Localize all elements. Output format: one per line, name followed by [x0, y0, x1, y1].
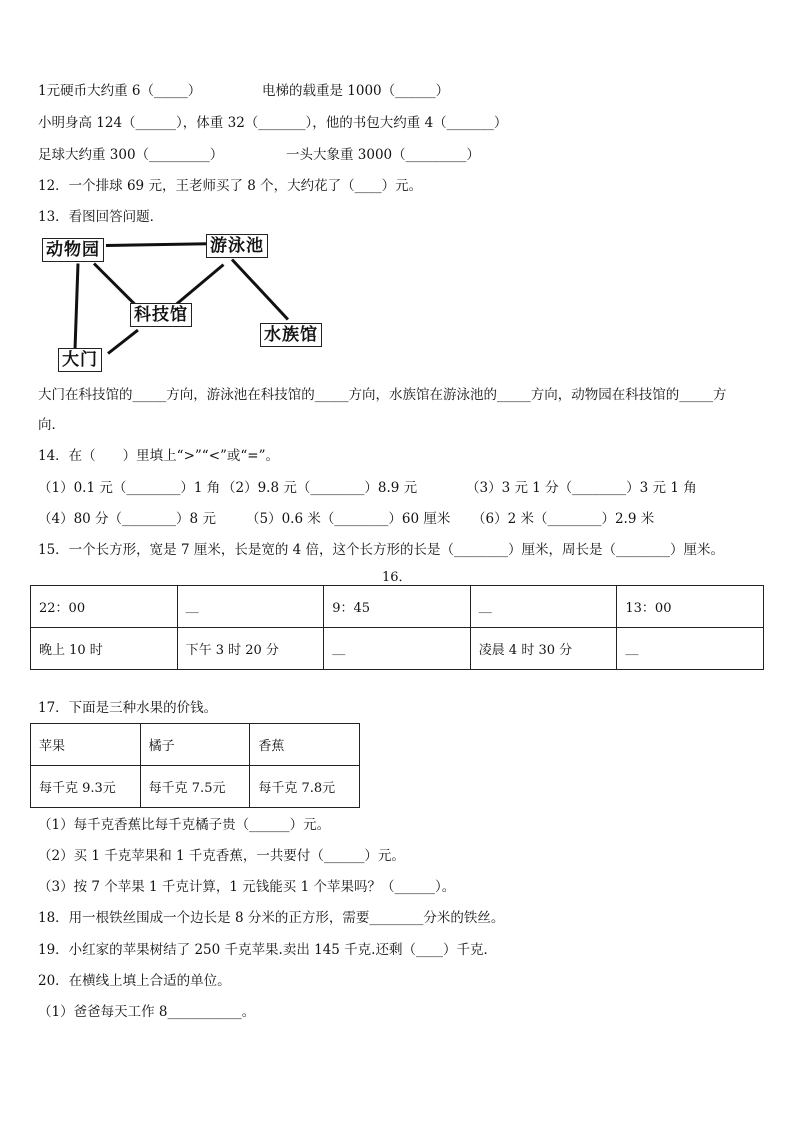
- table-cell: 22：00: [31, 586, 178, 628]
- question-15: 15．一个长方形，宽是 7 厘米，长是宽的 4 倍，这个长方形的长是（________）厘米，周长是（________）厘米。: [38, 542, 725, 558]
- table-row: [31, 586, 764, 628]
- question-14-4: （4）80 分（________）8 元: [38, 511, 216, 527]
- question-14-5: （5）0.6 米（________）60 厘米: [246, 511, 451, 527]
- question-14: 14．在（ ）里填上“>”“<”或“=”。: [38, 448, 280, 464]
- table-cell: 9：45: [324, 586, 471, 628]
- edge-zoo-science: [93, 262, 138, 307]
- node-aquarium: 水族馆: [260, 323, 322, 347]
- time-table: [30, 585, 764, 670]
- node-science: 科技馆: [130, 303, 192, 327]
- table-row: [31, 628, 764, 670]
- question-elephant-weight: 一头大象重 3000（_________）: [286, 147, 480, 163]
- node-pool: 游泳池: [206, 234, 268, 258]
- edge-science-pool: [175, 263, 224, 305]
- question-14-1: （1）0.1 元（________）1 角: [38, 480, 221, 496]
- question-12: 12．一个排球 69 元，王老师买了 8 个，大约花了（____）元。: [38, 178, 423, 194]
- edge-pool-aquarium: [231, 258, 289, 320]
- question-coin-weight: 1元硬币大约重 6（_____）: [38, 83, 202, 99]
- question-16-label: 16．: [382, 570, 412, 585]
- question-14-2: （2）9.8 元（________）8.9 元: [222, 480, 418, 496]
- question-14-3: （3）3 元 1 分（________）3 元 1 角: [466, 480, 697, 496]
- table-header-banana: 香蕉: [250, 724, 360, 766]
- question-13-text: 大门在科技馆的_____方向，游泳池在科技馆的_____方向，水族馆在游泳池的_____方向，动物园在科技馆的_____方: [38, 387, 727, 403]
- table-cell: 下午 3 时 20 分: [177, 628, 324, 670]
- question-20: 20．在横线上填上合适的单位。: [38, 973, 231, 989]
- node-gate: 大门: [58, 348, 102, 372]
- price-apple: 每千克 9.3元: [31, 766, 141, 808]
- table-header-orange: 橘子: [140, 724, 250, 766]
- table-cell: __: [177, 586, 324, 628]
- table-cell: 晚上 10 时: [31, 628, 178, 670]
- question-17-2: （2）买 1 千克苹果和 1 千克香蕉，一共要付（______）元。: [38, 848, 405, 864]
- table-cell: __: [617, 628, 764, 670]
- edge-zoo-gate: [73, 263, 79, 353]
- question-xiaoming: 小明身高 124（______），体重 32（_______），他的书包大约重 4（_______）: [38, 115, 508, 131]
- question-elevator-load: 电梯的载重是 1000（______）: [262, 83, 450, 99]
- table-row: [31, 724, 360, 766]
- table-cell: __: [470, 586, 617, 628]
- table-cell: 凌晨 4 时 30 分: [470, 628, 617, 670]
- question-18: 18．用一根铁丝围成一个边长是 8 分米的正方形，需要________分米的铁丝。: [38, 910, 505, 926]
- question-football-weight: 足球大约重 300（_________）: [38, 147, 224, 163]
- price-banana: 每千克 7.8元: [250, 766, 360, 808]
- edge-zoo-pool: [106, 242, 208, 247]
- price-orange: 每千克 7.5元: [140, 766, 250, 808]
- table-header-apple: 苹果: [31, 724, 141, 766]
- question-17: 17．下面是三种水果的价钱。: [38, 700, 218, 716]
- question-19: 19．小红家的苹果树结了 250 千克苹果.卖出 145 千克.还剩（____）千克．: [38, 942, 497, 958]
- table-row: [31, 766, 360, 808]
- table-cell: __: [324, 628, 471, 670]
- direction-diagram: [36, 228, 336, 378]
- node-zoo: 动物园: [42, 238, 104, 262]
- fruit-price-table: [30, 723, 360, 808]
- table-cell: 13：00: [617, 586, 764, 628]
- question-20-1: （1）爸爸每天工作 8___________。: [38, 1004, 256, 1020]
- question-14-6: （6）2 米（________）2.9 米: [472, 511, 655, 527]
- question-13-text-cont: 向．: [38, 417, 65, 433]
- question-17-3: （3）按 7 个苹果 1 千克计算，1 元钱能买 1 个苹果吗？（______）。: [38, 879, 456, 895]
- question-13: 13．看图回答问题．: [38, 209, 164, 225]
- edge-science-gate: [107, 329, 139, 355]
- question-17-1: （1）每千克香蕉比每千克橘子贵（______）元。: [38, 817, 331, 833]
